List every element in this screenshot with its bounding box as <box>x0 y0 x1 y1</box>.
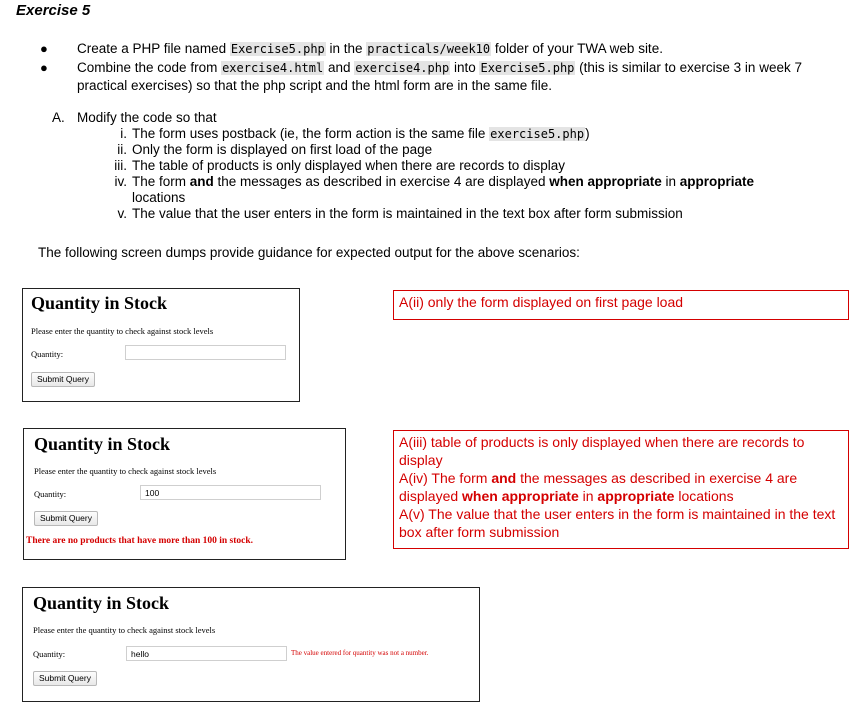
sub-bold: appropriate <box>679 174 755 189</box>
sub-text: The table of products is only displayed when there are records to display <box>132 158 565 173</box>
sub-text: The form uses postback (ie, the form action is the same file <box>132 126 490 141</box>
bullet-text: Combine the code from <box>77 60 222 75</box>
annotation-line: locations <box>674 488 734 504</box>
guidance-text: The following screen dumps provide guidance for expected output for the above scenarios: <box>38 245 580 260</box>
sub-number: ii. <box>117 142 127 157</box>
quantity-label: Quantity: <box>33 649 66 659</box>
no-products-message: There are no products that have more than 100 in stock. <box>26 536 254 546</box>
not-a-number-message: The value entered for quantity was not a number. <box>291 649 429 657</box>
sub-number: iv. <box>114 174 127 189</box>
annotation-line: A(iv) The form <box>399 470 492 486</box>
section-letter: A. <box>52 110 65 125</box>
sub-text: ) <box>585 126 590 141</box>
instruction-bullets <box>38 40 838 95</box>
quantity-label: Quantity: <box>31 349 64 359</box>
code-filename: Exercise5.php <box>230 42 325 56</box>
bullet-text: Create a PHP file named <box>77 41 230 56</box>
sub-text: the messages as described in exercise 4 are displayed <box>213 174 550 189</box>
form-heading: Quantity in Stock <box>31 293 168 313</box>
submit-query-button[interactable]: Submit Query <box>33 671 97 686</box>
annotation-line: in <box>578 488 598 504</box>
sub-text: Only the form is displayed on first load of the page <box>132 142 433 157</box>
quantity-input[interactable] <box>125 345 286 360</box>
sub-item <box>120 126 792 142</box>
sub-number: v. <box>117 206 127 221</box>
sub-bold: and <box>189 174 214 189</box>
sub-bold: when appropriate <box>549 174 662 189</box>
form-heading: Quantity in Stock <box>34 434 171 454</box>
quantity-input[interactable]: hello <box>126 646 287 661</box>
sub-item <box>117 206 792 222</box>
sub-number: iii. <box>114 158 127 173</box>
screenshot-invalid-value <box>22 587 480 702</box>
annotation-line: the messages as described in exercise 4 are displayed <box>399 470 798 504</box>
sub-item <box>114 158 792 174</box>
bullet-text: (this is similar to exercise 3 in week 7 <box>575 60 802 75</box>
screenshot-first-load <box>22 288 300 402</box>
bullet-text: and <box>324 60 355 75</box>
bullet-text: practical exercises) so that the php script and the html form are in the same file. <box>77 78 552 93</box>
annotation-bold: appropriate <box>597 488 675 504</box>
code-filename: exercise4.html <box>222 61 324 75</box>
sub-item <box>117 142 792 158</box>
screenshot-no-products <box>23 428 346 560</box>
annotation-line: A(v) The value that the user enters in the form is maintained in the text box after form submission <box>399 506 836 540</box>
bullet-item <box>38 59 838 94</box>
form-heading: Quantity in Stock <box>33 593 170 613</box>
submit-query-button[interactable]: Submit Query <box>34 511 98 526</box>
sub-text: The value that the user enters in the form is maintained in the text box after form submission <box>132 206 683 221</box>
form-instructions: Please enter the quantity to check against stock levels <box>31 326 214 336</box>
bullet-dot-icon: ● <box>40 60 48 75</box>
sub-item <box>114 174 792 206</box>
bullet-item <box>38 40 838 58</box>
code-filename: exercise5.php <box>490 127 585 141</box>
submit-query-button[interactable]: Submit Query <box>31 372 95 387</box>
quantity-input[interactable]: 100 <box>140 485 321 500</box>
bullet-text: folder of your TWA web site. <box>491 41 663 56</box>
annotation-first-load: A(ii) only the form displayed on first page load <box>393 290 849 320</box>
sub-text: locations <box>132 190 186 205</box>
quantity-label: Quantity: <box>34 489 67 499</box>
annotation-postback <box>393 430 849 549</box>
code-folder: practicals/week10 <box>367 42 491 56</box>
sub-text: The form <box>132 174 190 189</box>
annotation-line: A(iii) table of products is only displayed when there are records to display <box>399 434 805 468</box>
code-filename: exercise4.php <box>355 61 450 75</box>
code-filename: Exercise5.php <box>480 61 575 75</box>
annotation-bold: and <box>491 470 517 486</box>
bullet-dot-icon: ● <box>40 41 48 56</box>
section-lead: Modify the code so that <box>77 110 217 125</box>
bullet-text: into <box>450 60 480 75</box>
form-instructions: Please enter the quantity to check against stock levels <box>33 625 216 635</box>
annotation-bold: when appropriate <box>462 488 579 504</box>
bullet-text: in the <box>325 41 367 56</box>
exercise-title: Exercise 5 <box>16 2 91 19</box>
sub-text: in <box>661 174 680 189</box>
sub-number: i. <box>120 126 127 141</box>
form-instructions: Please enter the quantity to check against stock levels <box>34 466 217 476</box>
